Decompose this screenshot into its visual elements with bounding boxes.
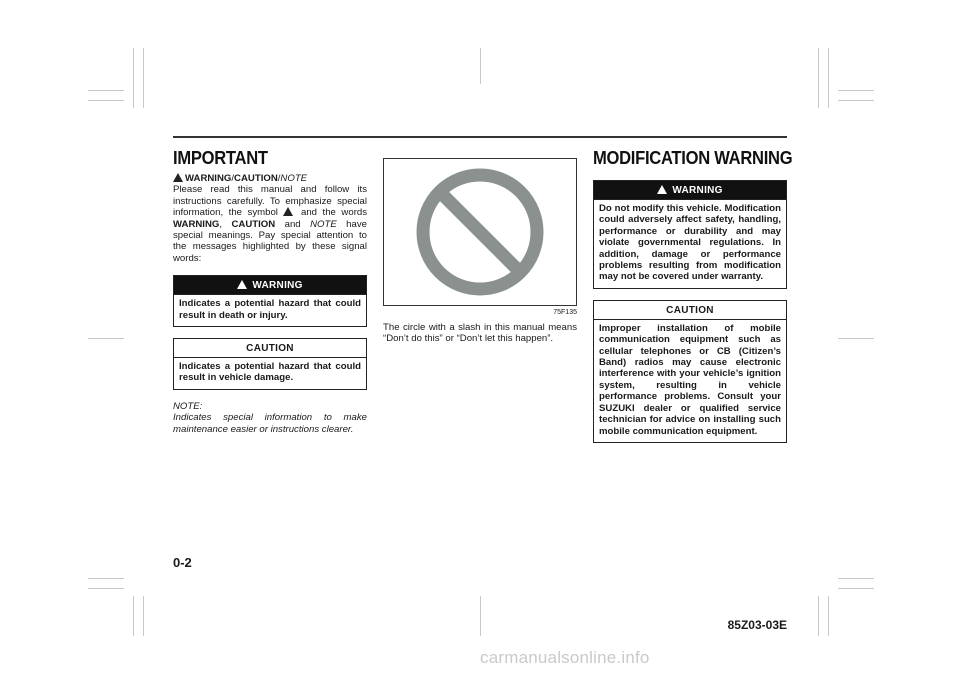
separator: / bbox=[231, 173, 235, 184]
warning-box-label: WARNING bbox=[672, 185, 723, 196]
page-number: 0-2 bbox=[173, 555, 192, 570]
caution-box-body: Indicates a potential hazard that could result in vehicle damage. bbox=[179, 361, 361, 384]
crop-mark bbox=[828, 596, 829, 636]
intro-text: and the words bbox=[301, 207, 368, 219]
crop-mark bbox=[838, 588, 874, 589]
intro-paragraph bbox=[173, 184, 367, 264]
crop-mark bbox=[838, 578, 874, 579]
crop-mark bbox=[838, 338, 874, 339]
figure-caption: The circle with a slash in this manual means “Don’t do this” or “Don’t let this happen”. bbox=[383, 322, 577, 345]
modification-warning-section bbox=[593, 148, 793, 443]
warning-box-header bbox=[174, 276, 366, 295]
warning-box-header bbox=[594, 181, 786, 200]
note-label: NOTE: bbox=[173, 400, 203, 412]
signal-note: NOTE bbox=[280, 173, 308, 184]
signal-warning: WARNING bbox=[185, 173, 232, 184]
caution-box-body: Improper installation of mobile communication equipment such as cellular telephones or CB (Citizen’s Band) radios may cause electronic interference with your vehicle’s ignition system, resulting in vehicle performance problems. Consult your SUZUKI dealer or qualified service technician for advice on installing such mobile communication equipment. bbox=[599, 322, 781, 437]
signal-words-line bbox=[173, 173, 367, 184]
header-rule bbox=[173, 136, 787, 138]
crop-mark bbox=[480, 596, 481, 636]
note-text: Indicates special information to make maintenance easier or instructions clearer. bbox=[173, 412, 367, 435]
figure-frame bbox=[383, 158, 577, 306]
warning-box-body: Do not modify this vehicle. Modification could adversely affect safety, handling, performance or durability and may violate governmental regulations. In addition, damage or performance problems resulting from modification may not be covered under warranty. bbox=[599, 203, 781, 283]
important-title: IMPORTANT bbox=[173, 148, 268, 168]
crop-mark bbox=[143, 48, 144, 108]
warning-triangle-icon bbox=[237, 280, 247, 289]
warning-box bbox=[593, 180, 787, 289]
intro-caution-word: CAUTION bbox=[231, 218, 276, 230]
signal-caution: CAUTION bbox=[234, 173, 278, 184]
prohibition-figure-section bbox=[383, 148, 577, 345]
warning-box bbox=[173, 275, 367, 327]
modification-warning-title: MODIFICATION WARNING bbox=[593, 148, 793, 168]
crop-mark bbox=[818, 48, 819, 108]
crop-mark bbox=[88, 100, 124, 101]
intro-comma: , bbox=[219, 218, 223, 230]
note-block bbox=[173, 401, 367, 435]
caution-box-header: CAUTION bbox=[594, 301, 786, 320]
watermark: carmanualsonline.info bbox=[480, 648, 650, 667]
crop-mark bbox=[133, 596, 134, 636]
intro-warning-word: WARNING bbox=[173, 218, 220, 230]
crop-mark bbox=[143, 596, 144, 636]
crop-mark bbox=[818, 596, 819, 636]
separator: / bbox=[277, 173, 281, 184]
crop-mark bbox=[88, 588, 124, 589]
intro-text: Please read this manual and follow its instructions carefully. To emphasize special information, the symbol bbox=[173, 184, 367, 219]
intro-and: and bbox=[284, 218, 301, 230]
warning-box-label: WARNING bbox=[252, 280, 303, 292]
crop-mark bbox=[88, 90, 124, 91]
crop-mark bbox=[133, 48, 134, 108]
prohibition-symbol-icon bbox=[384, 159, 576, 305]
crop-mark bbox=[838, 90, 874, 91]
warning-triangle-icon bbox=[657, 185, 667, 194]
figure-code: 75F135 bbox=[553, 309, 577, 316]
warning-triangle-icon bbox=[283, 207, 293, 216]
crop-mark bbox=[828, 48, 829, 108]
intro-text: have special meanings. Pay special attention to the messages highlighted by these signal words: bbox=[173, 218, 367, 264]
caution-box bbox=[593, 300, 787, 443]
intro-note-word: NOTE bbox=[310, 218, 337, 230]
warning-box-body: Indicates a potential hazard that could result in death or injury. bbox=[179, 298, 361, 321]
crop-mark bbox=[480, 48, 481, 84]
warning-triangle-icon bbox=[173, 173, 183, 182]
important-section bbox=[173, 148, 367, 435]
caution-box-header: CAUTION bbox=[174, 339, 366, 358]
document-code: 85Z03-03E bbox=[727, 618, 787, 632]
caution-box bbox=[173, 338, 367, 390]
crop-mark bbox=[88, 338, 124, 339]
crop-mark bbox=[838, 100, 874, 101]
crop-mark bbox=[88, 578, 124, 579]
